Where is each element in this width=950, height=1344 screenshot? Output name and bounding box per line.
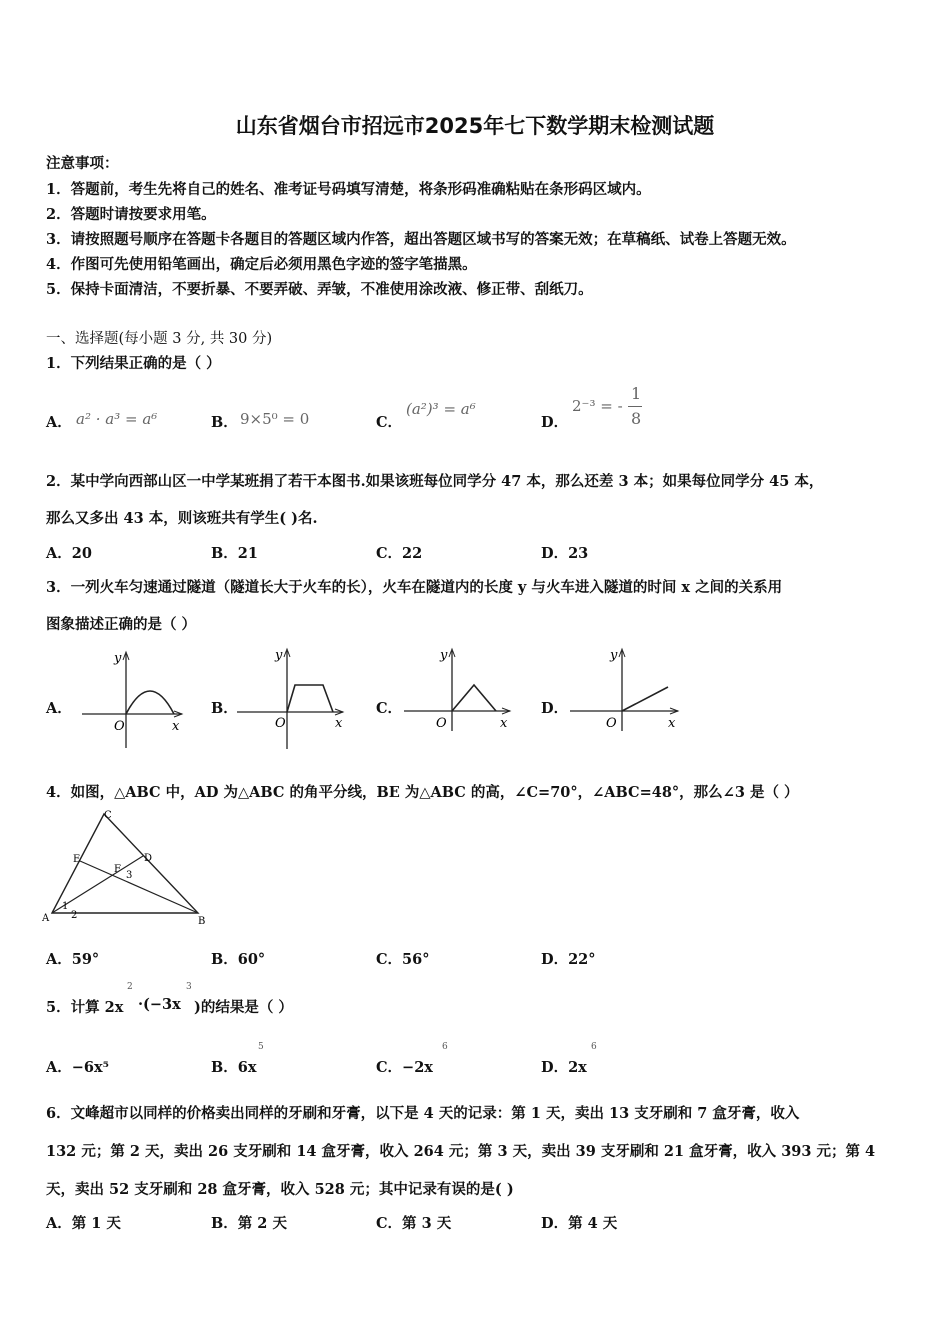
q3-graph-d bbox=[568, 645, 683, 735]
q4-option-a: A．59° bbox=[46, 951, 100, 968]
x-axis-label: x bbox=[335, 716, 343, 731]
q1-option-a-expr: a² · a³ = a⁶ bbox=[76, 410, 158, 428]
notice-item: 1．答题前，考生先将自己的姓名、准考证号码填写清楚，将条形码准确粘贴在条形码区域内。 bbox=[46, 181, 651, 198]
page-title: 山东省烟台市招远市2025年七下数学期末检测试题 bbox=[235, 114, 715, 138]
q5-option-d: D．2x bbox=[541, 1059, 587, 1076]
question-6-line-3: 天，卖出 52 支牙刷和 28 盒牙膏，收入 528 元；其中记录有误的是( ) bbox=[46, 1181, 514, 1198]
point-f-label: F bbox=[114, 864, 121, 875]
x-axis-label: x bbox=[500, 716, 508, 731]
question-5-stem-part-2: ·(−3x bbox=[138, 996, 181, 1013]
angle-2-label: 2 bbox=[71, 910, 78, 921]
q1-option-c-expr: (a²)³ = a⁶ bbox=[406, 400, 476, 418]
q4-option-b: B．60° bbox=[211, 951, 266, 968]
q6-option-a: A．第 1 天 bbox=[46, 1215, 121, 1232]
question-2-line-2: 那么又多出 43 本，则该班共有学生( )名. bbox=[46, 510, 318, 527]
origin-label: O bbox=[436, 716, 447, 731]
notice-item: 4．作图可先使用铅笔画出，确定后必须用黑色字迹的签字笔描黑。 bbox=[46, 256, 477, 273]
notice-item: 3．请按照题号顺序在答题卡各题目的答题区域内作答，超出答题区域书写的答案无效；在草稿纸、试卷上答题无效。 bbox=[46, 231, 796, 248]
q5-option-a: A．−6x⁵ bbox=[46, 1059, 109, 1076]
q6-option-d: D．第 4 天 bbox=[541, 1215, 618, 1232]
q2-option-d: D．23 bbox=[541, 545, 589, 562]
question-6-line-1: 6．文峰超市以同样的价格卖出同样的牙刷和牙膏，以下是 4 天的记录：第 1 天，卖出 13 支牙刷和 7 盒牙膏，收入 bbox=[46, 1105, 800, 1122]
question-5-stem-part-3: )的结果是（ ） bbox=[194, 999, 293, 1016]
fraction-bar bbox=[628, 406, 642, 407]
question-3-line-2: 图象描述正确的是（ ） bbox=[46, 616, 197, 633]
q1-option-a-label: A． bbox=[46, 414, 72, 431]
x-axis-label: x bbox=[668, 716, 676, 731]
x-axis-label: x bbox=[172, 719, 180, 734]
q5-option-b: B．6x bbox=[211, 1059, 257, 1076]
q2-option-b: B．21 bbox=[211, 545, 258, 562]
question-6-line-2: 132 元；第 2 天，卖出 26 支牙刷和 14 盒牙膏，收入 264 元；第 3 天，卖出 39 支牙刷和 21 盒牙膏，收入 393 元；第 4 bbox=[46, 1143, 876, 1160]
q6-option-b: B．第 2 天 bbox=[211, 1215, 287, 1232]
vertex-a-label: A bbox=[42, 913, 50, 924]
q5-option-c: C．−2x bbox=[376, 1059, 433, 1076]
question-3-line-1: 3．一列火车匀速通过隧道（隧道长大于火车的长），火车在隧道内的长度 y 与火车进入隧道的时间 x 之间的关系用 bbox=[46, 579, 783, 596]
q1-option-d-label: D． bbox=[541, 414, 569, 431]
question-2-line-1: 2．某中学向西部山区一中学某班捐了若干本图书.如果该班每位同学分 47 本，那么还差 3 本；如果每位同学分 45 本， bbox=[46, 473, 824, 490]
angle-1-label: 1 bbox=[62, 901, 69, 912]
vertex-b-label: B bbox=[198, 916, 206, 927]
y-axis-label: y bbox=[275, 648, 283, 663]
q3-option-b-label: B． bbox=[211, 700, 238, 717]
question-5-stem-part-1: 5．计算 2x bbox=[46, 999, 124, 1016]
y-axis-label: y bbox=[114, 651, 122, 666]
point-d-label: D bbox=[144, 853, 153, 864]
q6-option-c: C．第 3 天 bbox=[376, 1215, 452, 1232]
q2-option-a: A．20 bbox=[46, 545, 92, 562]
notice-item: 5．保持卡面清洁，不要折暴、不要弄破、弄皱，不准使用涂改液、修正带、刮纸刀。 bbox=[46, 281, 593, 298]
q5-option-c-superscript: 6 bbox=[442, 1042, 448, 1052]
notice-heading: 注意事项： bbox=[46, 155, 119, 172]
q2-option-c: C．22 bbox=[376, 545, 423, 562]
origin-label: O bbox=[275, 716, 286, 731]
q5-option-b-superscript: 5 bbox=[258, 1042, 264, 1052]
q3-option-a-label: A． bbox=[46, 700, 72, 717]
q3-option-c-label: C． bbox=[376, 700, 403, 717]
q1-option-b-expr: 9×5⁰ = 0 bbox=[240, 410, 310, 428]
q3-graph-c bbox=[400, 645, 515, 735]
q1-option-d-expr: 2⁻³ = - bbox=[572, 397, 623, 415]
q4-option-c: C．56° bbox=[376, 951, 430, 968]
origin-label: O bbox=[114, 719, 125, 734]
section-heading: 一、选择题(每小题 3 分, 共 30 分) bbox=[46, 331, 273, 347]
y-axis-label: y bbox=[610, 648, 618, 663]
q1-option-c-label: C． bbox=[376, 414, 403, 431]
q5-option-d-superscript: 6 bbox=[591, 1042, 597, 1052]
y-axis-label: y bbox=[440, 648, 448, 663]
q5-superscript-1: 2 bbox=[127, 982, 133, 992]
q3-graph-a bbox=[78, 648, 188, 753]
notice-item: 2．答题时请按要求用笔。 bbox=[46, 206, 216, 223]
q4-triangle-figure bbox=[40, 806, 215, 928]
q1-option-b-label: B． bbox=[211, 414, 238, 431]
angle-3-label: 3 bbox=[126, 870, 133, 881]
q3-graph-b bbox=[235, 645, 350, 753]
q5-superscript-2: 3 bbox=[186, 982, 192, 992]
vertex-c-label: C bbox=[104, 810, 112, 821]
origin-label: O bbox=[606, 716, 617, 731]
q3-option-d-label: D． bbox=[541, 700, 569, 717]
q4-option-d: D．22° bbox=[541, 951, 596, 968]
point-e-label: E bbox=[73, 854, 81, 865]
q1-option-d-denominator: 8 bbox=[631, 409, 642, 428]
question-4-stem: 4．如图，△ABC 中，AD 为△ABC 的角平分线，BE 为△ABC 的高，∠C=70°，∠ABC=48°，那么∠3 是（ ） bbox=[46, 784, 799, 801]
q1-option-d-numerator: 1 bbox=[631, 384, 642, 403]
question-1-stem: 1．下列结果正确的是（ ） bbox=[46, 355, 221, 372]
